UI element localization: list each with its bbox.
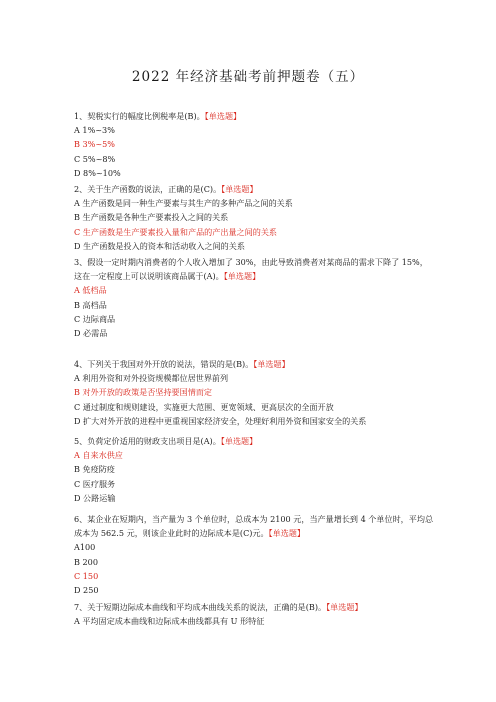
option-b-correct: B 3%~5%: [74, 139, 115, 150]
question-6: [74, 512, 434, 597]
question-type-tag: 【单选题】: [204, 111, 242, 121]
question-stem: 1、契税实行的幅度比例税率是(B)。【单选题】: [74, 111, 242, 121]
question-stem: 7、关于短期边际成本曲线和平均成本曲线关系的说法，正确的是(B)。【单选题】: [74, 602, 363, 612]
option-d: D 扩大对外开放的进程中更重视国家经济安全，处理好利用外资和国家安全的关系: [74, 415, 367, 426]
option-a: A100: [74, 542, 96, 553]
question-7: [74, 600, 434, 628]
option-b: B 200: [74, 556, 98, 567]
option-d: D 必需品: [74, 328, 108, 339]
question-type-tag: 【单选题】: [223, 271, 261, 282]
question-stem: 3、假设一定时期内消费者的个人收入增加了 30%，由此导致消费者对某商品的需求下降了 15%，这在一定程度上可以说明该商品属于(A)。【单选题】: [74, 257, 428, 282]
option-d: D 250: [74, 585, 99, 596]
option-a: A 生产函数是同一种生产要素与其生产的多种产品之间的关系: [74, 198, 293, 209]
question-3: [74, 255, 434, 340]
question-4: [74, 357, 434, 428]
option-c: C 医疗服务: [74, 478, 116, 489]
question-type-tag: 【单选题】: [253, 359, 290, 369]
question-type-tag: 【单选题】: [268, 528, 306, 539]
option-c: C 通过制度和规则建设，实施更大范围、更宽领域、更高层次的全面开放: [74, 401, 334, 412]
question-stem: 5、负荷定价适用的财政支出项目是(A)。【单选题】: [74, 436, 258, 446]
question-stem: 4、下列关于我国对外开放的说法，错误的是(B)。【单选题】: [74, 359, 290, 369]
option-c-correct: C 150: [74, 570, 99, 581]
option-a-correct: A 自来水供应: [74, 450, 123, 461]
question-type-tag: 【单选题】: [221, 184, 258, 194]
page-title: 2022 年经济基础考前押题卷（五）: [131, 69, 365, 85]
question-stem: 2、关于生产函数的说法，正确的是(C)。【单选题】: [74, 184, 258, 194]
option-d: D 公路运输: [74, 492, 116, 503]
question-1: [74, 109, 434, 180]
option-a-correct: A 低档品: [74, 285, 107, 296]
question-type-tag: 【单选题】: [220, 436, 258, 446]
option-a: A 1%~3%: [74, 125, 115, 136]
option-b: B 生产函数是各种生产要素投入之间的关系: [74, 212, 229, 223]
question-5: [74, 434, 434, 505]
option-a: A 利用外资和对外投资规模都位居世界前列: [74, 373, 229, 384]
option-c: C 边际商品: [74, 313, 116, 324]
option-c: C 5%~8%: [74, 153, 116, 164]
option-b-correct: B 对外开放的政策是否坚持要国情而定: [74, 387, 213, 398]
question-type-tag: 【单选题】: [326, 602, 363, 612]
question-stem: 6、某企业在短期内，当产量为 3 个单位时，总成本为 2100 元，当产量增长到 4 个单位时，平均总成本为 562.5 元，则该企业此时的边际成本是(C)元。【单选题】: [74, 514, 434, 539]
option-b: B 高档品: [74, 299, 107, 310]
option-b: B 免疫防疫: [74, 464, 115, 475]
option-c-correct: C 生产函数是生产要素投入量和产品的产出量之间的关系: [74, 226, 278, 237]
option-d: D 生产函数是投入的资本和活动收入之间的关系: [74, 240, 245, 251]
option-a: A 平均固定成本曲线和边际成本曲线都具有 U 形特征: [74, 616, 265, 627]
option-d: D 8%~10%: [74, 167, 121, 178]
question-2: [74, 182, 434, 253]
